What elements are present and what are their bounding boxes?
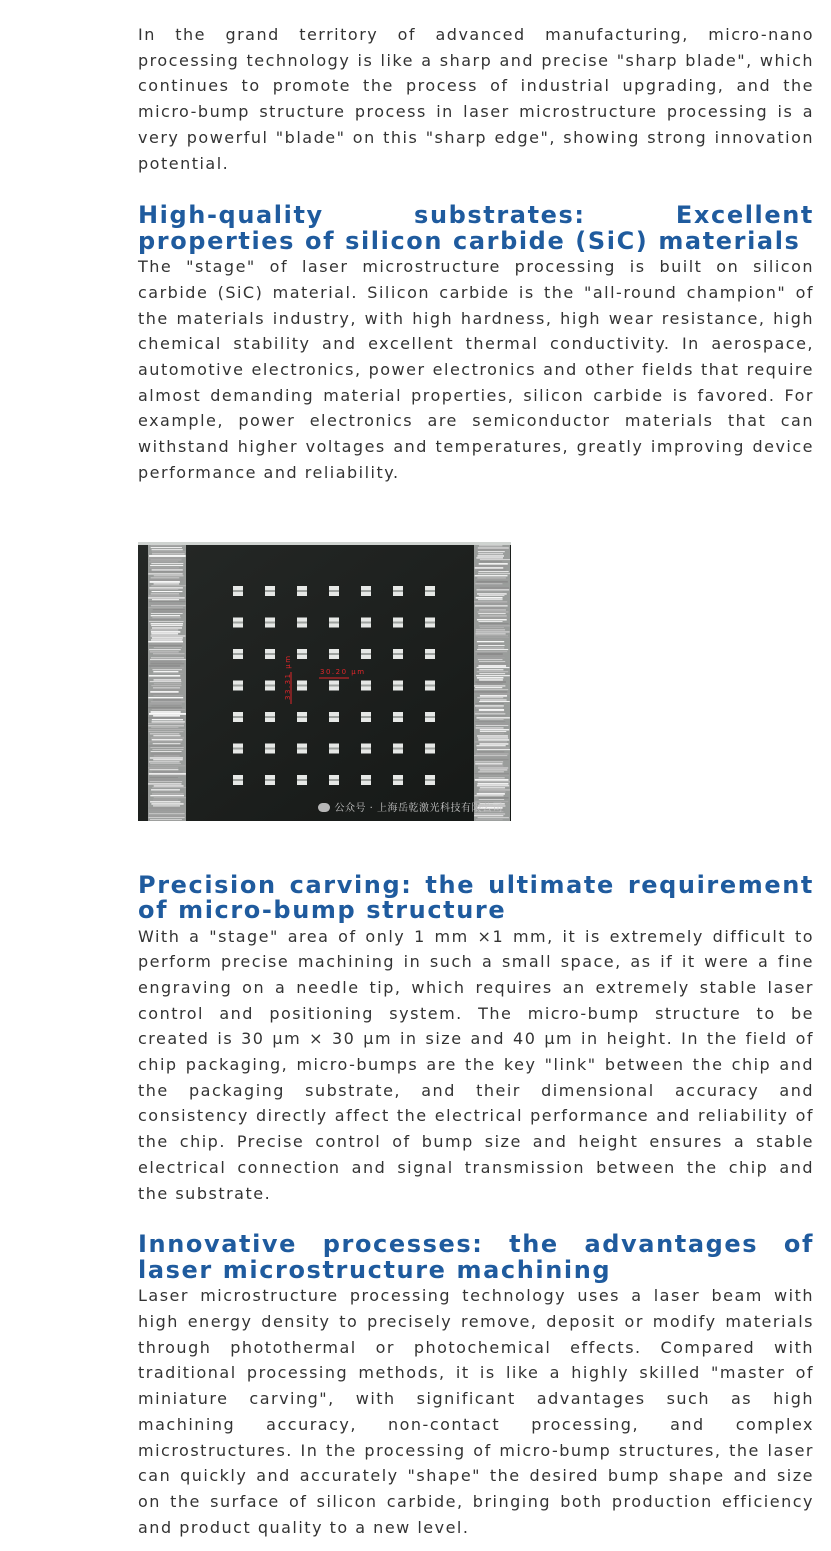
intro-paragraph: In the grand territory of advanced manufacturing, micro-nano processing technology is like a sharp and precise "sharp blade", which continues to promote the process of industrial upgrading, and the micro-bump structure process in laser microstructure processing is a very powerful "blade" on this "sharp edge", showing strong innovation potential. [138,25,814,173]
watermark [318,803,503,815]
section-heading-precision: Precision carving: the ultimate requirement of micro-bump structure [138,870,814,925]
section-body-substrates: The "stage" of laser microstructure processing is built on silicon carbide (SiC) material. Silicon carbide is the "all-round champion" of the materials industry, with high hardness, high wear resistance, high chemical stability and excellent thermal conductivity. In aerospace, automotive electronics, power electronics and other fields that require almost demanding material properties, silicon carbide is favored. For example, power electronics are semiconductor materials that can withstand higher voltages and temperatures, greatly improving device performance and reliability. [138,257,814,482]
height-measure-label: 33.31 μm [284,654,292,700]
section-body-innovative: Laser microstructure processing technology uses a laser beam with high energy density to precisely remove, deposit or modify materials through photothermal or photochemical effects. Compared with traditional processing methods, it is like a highly skilled "master of miniature carving", with significant advantages such as high machining accuracy, non-contact processing, and complex microstructures. In the processing of micro-bump structures, the laser can quickly and accurately "shape" the desired bump shape and size on the surface of silicon carbide, bringing both production efficiency and product quality to a new level. [138,1286,814,1537]
section-heading-innovative: Innovative processes: the advantages of laser microstructure machining [138,1230,814,1284]
section-body-precision: With a "stage" area of only 1 mm ×1 mm, it is extremely difficult to perform precise machining in such a small space, as if it were a fine engraving on a needle tip, which requires an extremely stable laser control and positioning system. The micro-bump structure to be created is 30 μm × 30 μm in size and 40 μm in height. In the field of chip packaging, micro-bumps are the key "link" between the chip and the packaging substrate, and their dimensional accuracy and consistency directly affect the electrical performance and reliability of the chip. Precise control of bump size and height ensures a stable electrical connection and signal transmission between the chip and the substrate. [138,926,814,1203]
right-scratched-edge [474,545,510,821]
watermark-text: 公众号 · 上海岳乾激光科技有限公司 [334,802,503,814]
wechat-icon [318,803,330,812]
width-measure-label: 30.20 μm [320,667,366,676]
left-scratched-edge [148,545,186,821]
section-heading-substrates: High-quality substrates: Excellent properties of silicon carbide (SiC) materials [138,201,814,255]
micro-bump-microscope-image [138,542,511,821]
article-body [138,22,814,1540]
micro-bump-array-svg [138,542,511,821]
